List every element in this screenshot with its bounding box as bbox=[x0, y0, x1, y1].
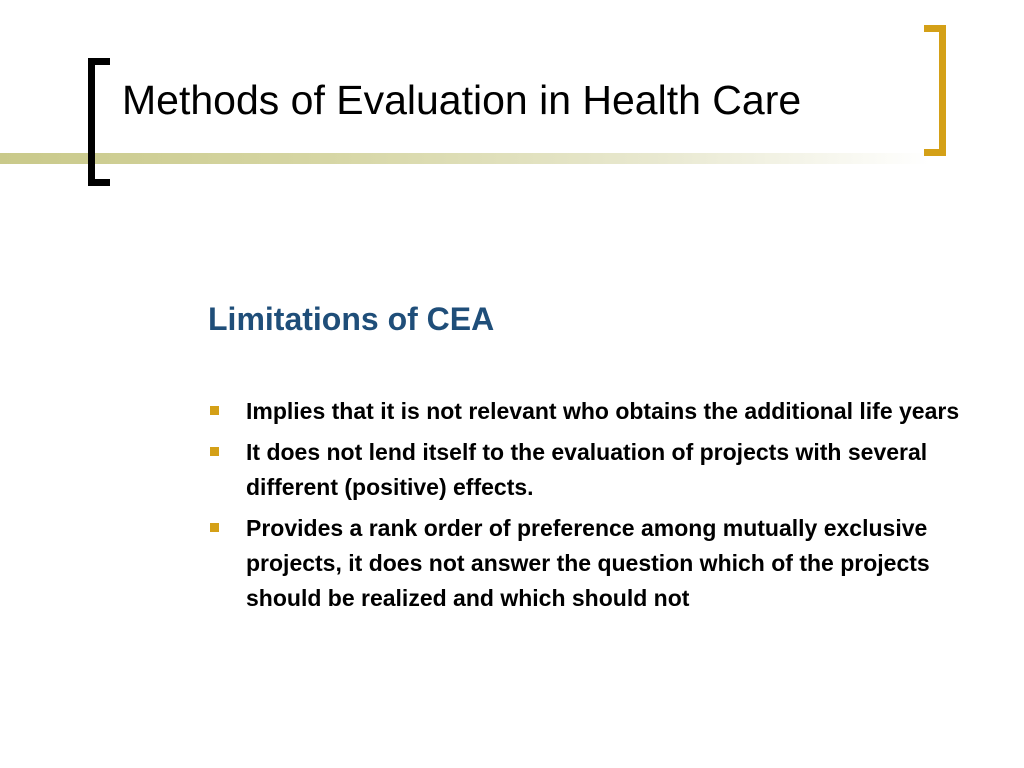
bullet-item bbox=[208, 435, 1008, 505]
bullet-item bbox=[208, 394, 1008, 429]
bullet-text: Provides a rank order of preference among mutually exclusive projects, it does not answer the question which of the projects should be realized and which should not bbox=[246, 515, 930, 611]
square-bullet-icon bbox=[210, 447, 219, 456]
slide-title: Methods of Evaluation in Health Care bbox=[122, 77, 802, 123]
square-bullet-icon bbox=[210, 523, 219, 532]
bullet-text: It does not lend itself to the evaluation of projects with several different (positive) effects. bbox=[246, 439, 928, 500]
slide-subtitle: Limitations of CEA bbox=[208, 301, 495, 337]
square-bullet-icon bbox=[210, 406, 219, 415]
right-bracket-icon bbox=[924, 25, 946, 156]
bullet-list bbox=[208, 394, 1008, 622]
title-rule bbox=[0, 153, 930, 164]
left-bracket-icon bbox=[88, 58, 110, 186]
bullet-item bbox=[208, 511, 1008, 616]
bullet-text: Implies that it is not relevant who obtains the additional life years bbox=[246, 398, 960, 424]
